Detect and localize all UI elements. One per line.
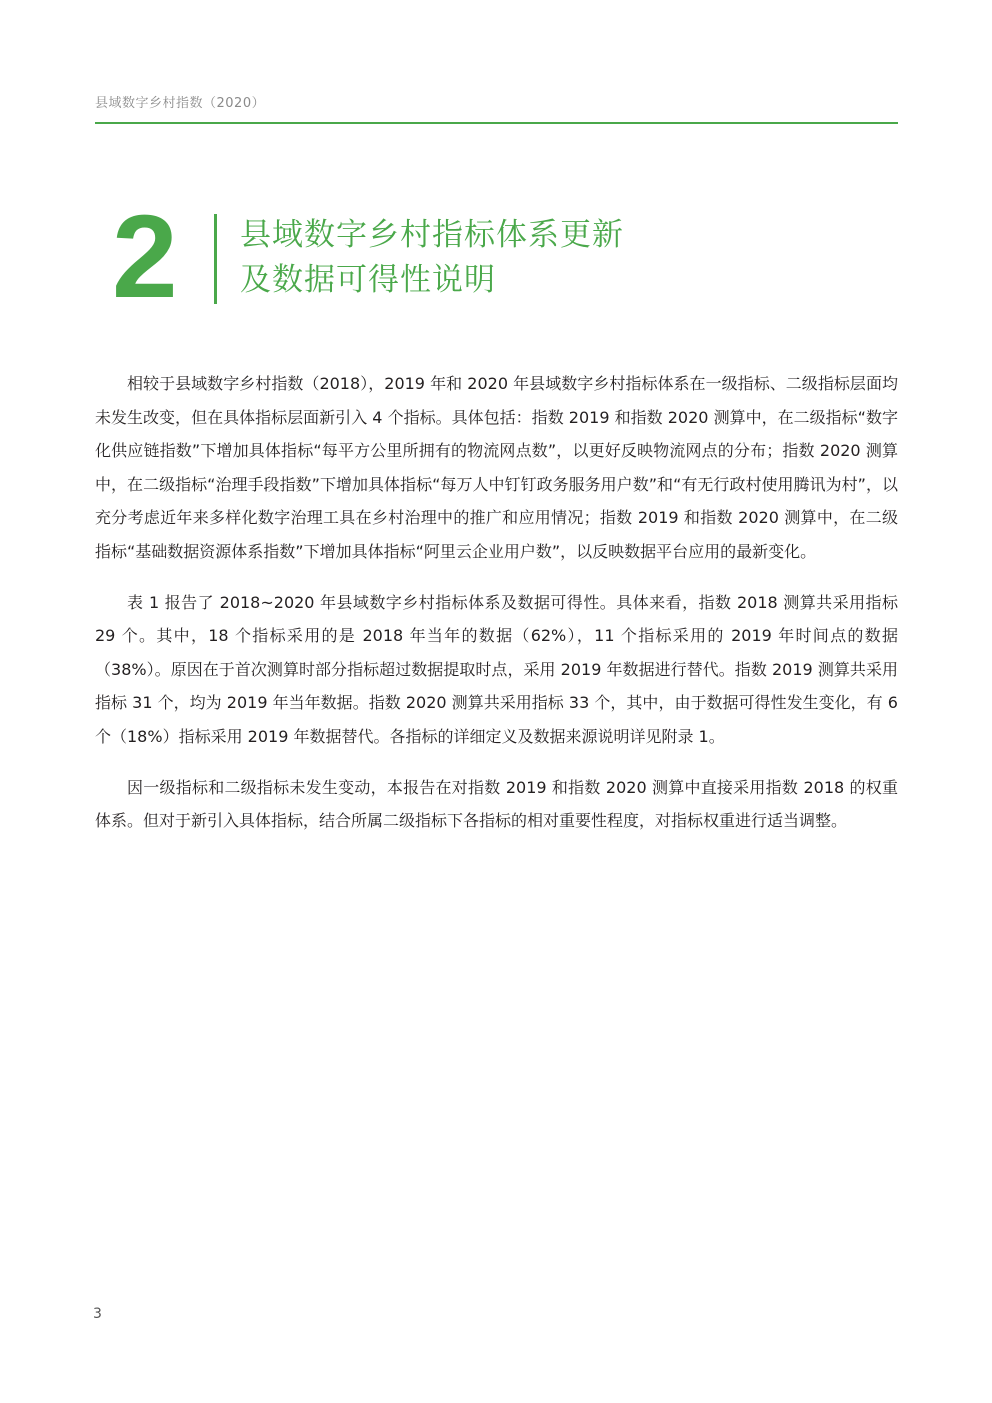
chapter-divider xyxy=(214,214,217,304)
paragraph: 因一级指标和二级指标未发生变动，本报告在对指数 2019 和指数 2020 测算中直接采用指数 2018 的权重体系。但对于新引入具体指标，结合所属二级指标下各指标的相对重要性程度，对指标权重进行适当调整。 xyxy=(95,777,898,831)
paragraph: 相较于县域数字乡村指数（2018），2019 年和 2020 年县域数字乡村指标体系在一级指标、二级指标层面均未发生改变，但在具体指标层面新引入 4 个指标。具体包括：指数 2019 和指数 2020 测算中，在二级指标“数字化供应链指数”下增加具体指标“每平方公里所拥有的物流网点数”，以更好反映物流网点的分布；指数 2020 测算中，在二级指标“治理手段指数”下增加具体指标“每万人中钉钉政务服务用户数”和“有无行政村使用腾讯为村”，以充分考虑近年来多样化数字治理工具在乡村治理中的推广和应用情况；指数 2019 和指数 2020 测算中，在二级指标“基础数据资源体系指数”下增加具体指标“阿里云企业用户数”，以反映数据平台应用的最新变化。 xyxy=(95,374,898,561)
page-number: 3 xyxy=(93,1306,102,1322)
chapter-number: 2 xyxy=(112,191,178,323)
chapter-title-line-1: 县域数字乡村指标体系更新 xyxy=(240,217,624,253)
running-header: 县域数字乡村指数（2020） xyxy=(95,96,266,111)
chapter-title-line-2: 及数据可得性说明 xyxy=(240,262,496,298)
paragraph: 表 1 报告了 2018~2020 年县域数字乡村指标体系及数据可得性。具体来看，指数 2018 测算共采用指标 29 个。其中，18 个指标采用的是 2018 年当年的数据（62%），11 个指标采用的 2019 年时间点的数据（38%）。原因在于首次测算时部分指标超过数据提取时点，采用 2019 年数据进行替代。指数 2019 测算共采用指标 31 个，均为 2019 年当年数据。指数 2020 测算共采用指标 33 个，其中，由于数据可得性发生变化，有 6 个（18%）指标采用 2019 年数据替代。各指标的详细定义及数据来源说明详见附录 1。 xyxy=(95,592,898,746)
body-text xyxy=(95,367,898,855)
chapter-title xyxy=(240,213,624,303)
header-rule xyxy=(95,122,898,124)
